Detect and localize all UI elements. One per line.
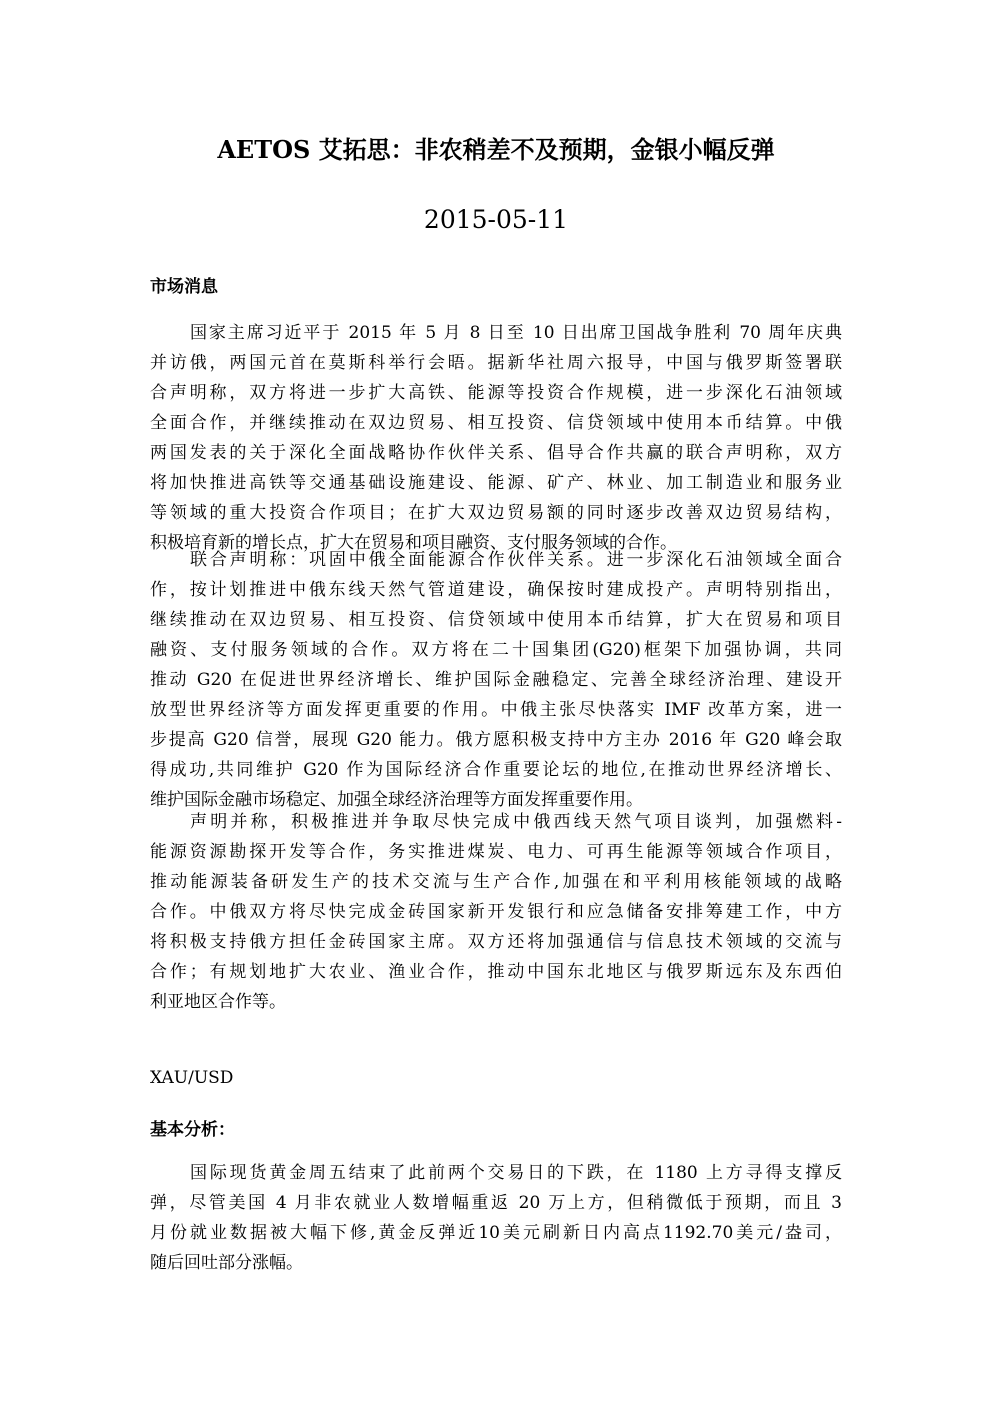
text-line: 推动能源装备研发生产的技术交流与生产合作,加强在和平利用核能领域的战略 (150, 872, 842, 892)
text-line: 放型世界经济等方面发挥更重要的作用。中俄主张尽快落实 IMF 改革方案，进一 (150, 700, 842, 720)
text-line: 推动 G20 在促进世界经济增长、维护国际金融稳定、完善全球经济治理、建设开 (150, 670, 842, 690)
text-line: 维护国际金融市场稳定、加强全球经济治理等方面发挥重要作用。 (150, 790, 643, 810)
market-paragraph-3 (150, 807, 842, 1017)
text-line: 作，按计划推进中俄东线天然气管道建设，确保按时建成投产。声明特别指出， (150, 580, 842, 600)
text-line: 国际现货黄金周五结束了此前两个交易日的下跌，在 1180 上方寻得支撑反 (190, 1163, 842, 1183)
text-line: 利亚地区合作等。 (150, 992, 286, 1012)
text-line: 合作；有规划地扩大农业、渔业合作，推动中国东北地区与俄罗斯远东及东西伯 (150, 962, 842, 982)
analysis-paragraph-1 (150, 1158, 842, 1278)
text-line: 声明并称，积极推进并争取尽快完成中俄西线天然气项目谈判，加强燃料- (190, 812, 842, 832)
text-line: 能源资源勘探开发等合作，务实推进煤炭、电力、可再生能源等领域合作项目， (150, 842, 842, 862)
text-line: 步提高 G20 信誉，展现 G20 能力。俄方愿积极支持中方主办 2016 年 G20 峰会取 (150, 730, 842, 750)
text-line: 联合声明称：巩固中俄全面能源合作伙伴关系。进一步深化石油领域全面合 (190, 550, 842, 570)
text-line: 两国发表的关于深化全面战略协作伙伴关系、倡导合作共赢的联合声明称，双方 (150, 443, 842, 463)
text-line: 融资、支付服务领域的合作。双方将在二十国集团(G20)框架下加强协调，共同 (150, 640, 842, 660)
text-line: 等领域的重大投资合作项目；在扩大双边贸易额的同时逐步改善双边贸易结构， (150, 503, 842, 523)
section-heading-fundamental-analysis: 基本分析： (150, 1120, 235, 1140)
text-line: 随后回吐部分涨幅。 (150, 1253, 303, 1273)
text-line: 并访俄，两国元首在莫斯科举行会晤。据新华社周六报导，中国与俄罗斯签署联 (150, 353, 842, 373)
text-line: 继续推动在双边贸易、相互投资、信贷领域中使用本币结算，扩大在贸易和项目 (150, 610, 842, 630)
text-line: 月份就业数据被大幅下修,黄金反弹近10美元刷新日内高点1192.70美元/盎司， (150, 1223, 842, 1243)
document-title: AETOS 艾拓思：非农稍差不及预期，金银小幅反弹 (217, 135, 775, 164)
text-line: 将积极支持俄方担任金砖国家主席。双方还将加强通信与信息技术领域的交流与 (150, 932, 842, 952)
document-date: 2015-05-11 (423, 205, 569, 234)
text-line: 合声明称，双方将进一步扩大高铁、能源等投资合作规模，进一步深化石油领域 (150, 383, 842, 403)
instrument-label: XAU/USD (150, 1068, 234, 1088)
text-line: 全面合作，并继续推动在双边贸易、相互投资、信贷领域中使用本币结算。中俄 (150, 413, 842, 433)
text-line: 合作。中俄双方将尽快完成金砖国家新开发银行和应急储备安排筹建工作，中方 (150, 902, 842, 922)
text-line: 得成功,共同维护 G20 作为国际经济合作重要论坛的地位,在推动世界经济增长、 (150, 760, 842, 780)
market-paragraph-2 (150, 545, 842, 815)
text-line: 弹，尽管美国 4 月非农就业人数增幅重返 20 万上方，但稍微低于预期，而且 3 (150, 1193, 843, 1213)
text-line: 积极培育新的增长点，扩大在贸易和项目融资、支付服务领域的合作。 (150, 533, 677, 553)
text-line: 将加快推进高铁等交通基础设施建设、能源、矿产、林业、加工制造业和服务业 (150, 473, 842, 493)
section-heading-market-news: 市场消息 (150, 277, 218, 297)
market-paragraph-1 (150, 318, 842, 558)
text-line: 国家主席习近平于 2015 年 5 月 8 日至 10 日出席卫国战争胜利 70 周年庆典 (190, 323, 842, 343)
